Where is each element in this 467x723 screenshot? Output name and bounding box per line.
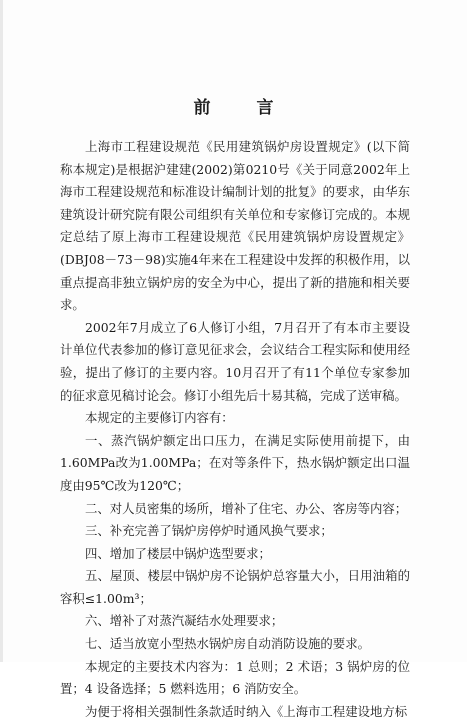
list-item: 六、增补了对蒸汽凝结水处理要求； — [85, 613, 284, 629]
paragraph-revision-heading: 本规定的主要修订内容有： — [85, 410, 234, 426]
paragraph-history: 2002年7月成立了6人修订小组，7月召开了有本市主要设计单位代表参加的修订意见征求会，会议结合工程实际和使用经验，提出了修订的主要内容。10月召开了有11个单位专家参加的征求意见稿讨论会。修订小组先后十易其稿，完成了送审稿。 — [60, 319, 410, 403]
list-item: 一、蒸汽锅炉额定出口压力，在满足实际使用前提下，由1.60MPa改为1.00MPa；在对等条件下，热水锅炉额定出口温度由95℃改为120℃； — [60, 432, 410, 493]
list-item: 二、对人员密集的场所，增补了住宅、办公、客房等内容； — [85, 500, 408, 516]
paragraph-intro: 上海市工程建设规范《民用建筑锅炉房设置规定》(以下简称本规定)是根据沪建建(2002)第0210号《关于同意2002年上海市工程建设规范和标准设计编制计划的批复》的要求，由华东建筑设计研究院有限公司组织有关单位和专家修订完成的。本规定总结了原上海市工程建设规范《民用建筑锅炉房设置规定》(DBJ08－73－98)实施4年来在工程建设中发挥的积极作用，以重点提高非独立锅炉房的安全为中心，提出了新的措施和相关要求。 — [60, 139, 410, 313]
list-item: 五、屋顶、楼层中锅炉房不论锅炉总容量大小，日用油箱的容积≤1.00m³； — [60, 568, 410, 606]
list-item: 四、增加了楼层中锅炉选型要求； — [85, 545, 271, 561]
list-item: 三、补充完善了锅炉房停炉时通风换气要求； — [85, 523, 333, 539]
page-title: 前 言 — [193, 98, 294, 118]
body-text — [60, 136, 410, 723]
list-item: 七、适当放宽小型热水锅炉房自动消防设施的要求。 — [85, 636, 370, 652]
paragraph-technical-content: 本规定的主要技术内容为：1 总则；2 术语；3 锅炉房的位置；4 设备选择；5 燃料选用；6 消防安全。 — [60, 658, 410, 697]
paragraph-closing: 为便于将相关强制性条款适时纳入《上海市工程建设地方标 — [85, 703, 408, 719]
